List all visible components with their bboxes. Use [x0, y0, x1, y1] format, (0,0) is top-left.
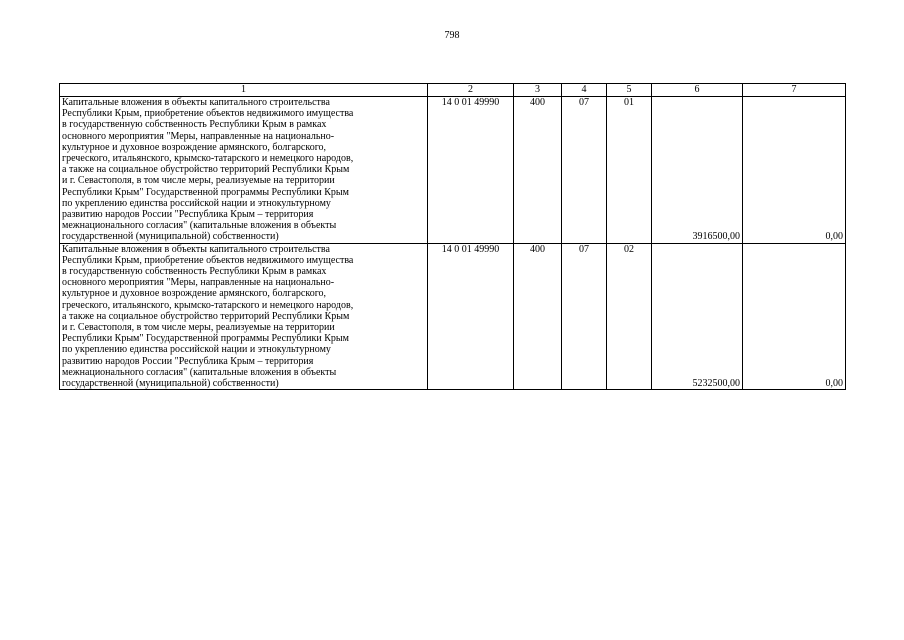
- description-line: греческого, итальянского, крымско-татарского и немецкого народов,: [62, 299, 354, 311]
- row-subsection: 02: [607, 243, 652, 390]
- row-section: 07: [562, 97, 607, 244]
- description-line: по укреплению единства российской нации и этнокультурному: [62, 197, 331, 209]
- description-line: греческого, итальянского, крымско-татарского и немецкого народов,: [62, 153, 354, 165]
- description-line: Республики Крым, приобретение объектов недвижимого имущества: [62, 254, 354, 266]
- description-line: культурное и духовное возрождение армянского, болгарского,: [62, 141, 327, 153]
- description-line: государственной (муниципальной) собственности): [62, 231, 279, 243]
- description-line: государственной (муниципальной) собственности): [62, 378, 279, 390]
- description-line: развитию народов России "Республика Крым – территория: [62, 355, 314, 367]
- description-line: Капитальные вложения в объекты капитального строительства: [62, 243, 330, 255]
- table-row: [60, 97, 846, 244]
- header-col-7: 7: [743, 84, 846, 97]
- description-line: а также на социальное обустройство территорий Республики Крым: [62, 310, 350, 322]
- description-line: а также на социальное обустройство территорий Республики Крым: [62, 164, 350, 176]
- description-line: по укреплению единства российской нации и этнокультурному: [62, 344, 331, 356]
- description-line: Капитальные вложения в объекты капитального строительства: [62, 97, 330, 108]
- description-line: и г. Севастополя, в том числе меры, реализуемые на территории: [62, 175, 335, 187]
- header-col-1: 1: [60, 84, 428, 97]
- budget-table: [59, 83, 846, 390]
- row-expense-type: 400: [514, 243, 562, 390]
- description-line: Республики Крым" Государственной программы Республики Крым: [62, 186, 349, 198]
- description-line: межнационального согласия" (капитальные вложения в объекты: [62, 220, 337, 232]
- row-description: [60, 97, 428, 244]
- row-amount-1: 3916500,00: [652, 97, 743, 244]
- header-col-6: 6: [652, 84, 743, 97]
- description-line: Республики Крым" Государственной программы Республики Крым: [62, 333, 349, 345]
- description-line: Республики Крым, приобретение объектов недвижимого имущества: [62, 108, 354, 120]
- table-row: [60, 243, 846, 390]
- page-number: 798: [444, 30, 460, 41]
- description-line: основного мероприятия "Меры, направленные на национально-: [62, 277, 335, 289]
- row-amount-2: 0,00: [743, 243, 846, 390]
- header-col-3: 3: [514, 84, 562, 97]
- header-col-2: 2: [428, 84, 514, 97]
- description-line: в государственную собственность Республики Крым в рамках: [62, 266, 327, 278]
- description-line: межнационального согласия" (капитальные вложения в объекты: [62, 366, 337, 378]
- row-subsection: 01: [607, 97, 652, 244]
- description-line: культурное и духовное возрождение армянского, болгарского,: [62, 288, 327, 300]
- row-code: 14 0 01 49990: [428, 97, 514, 244]
- header-col-4: 4: [562, 84, 607, 97]
- row-description: [60, 243, 428, 390]
- description-line: в государственную собственность Республики Крым в рамках: [62, 119, 327, 131]
- description-line: и г. Севастополя, в том числе меры, реализуемые на территории: [62, 322, 335, 334]
- row-amount-1: 5232500,00: [652, 243, 743, 390]
- row-expense-type: 400: [514, 97, 562, 244]
- row-amount-2: 0,00: [743, 97, 846, 244]
- header-col-5: 5: [607, 84, 652, 97]
- table-header-row: [60, 84, 846, 97]
- description-line: основного мероприятия "Меры, направленные на национально-: [62, 130, 335, 142]
- row-code: 14 0 01 49990: [428, 243, 514, 390]
- description-line: развитию народов России "Республика Крым – территория: [62, 209, 314, 221]
- row-section: 07: [562, 243, 607, 390]
